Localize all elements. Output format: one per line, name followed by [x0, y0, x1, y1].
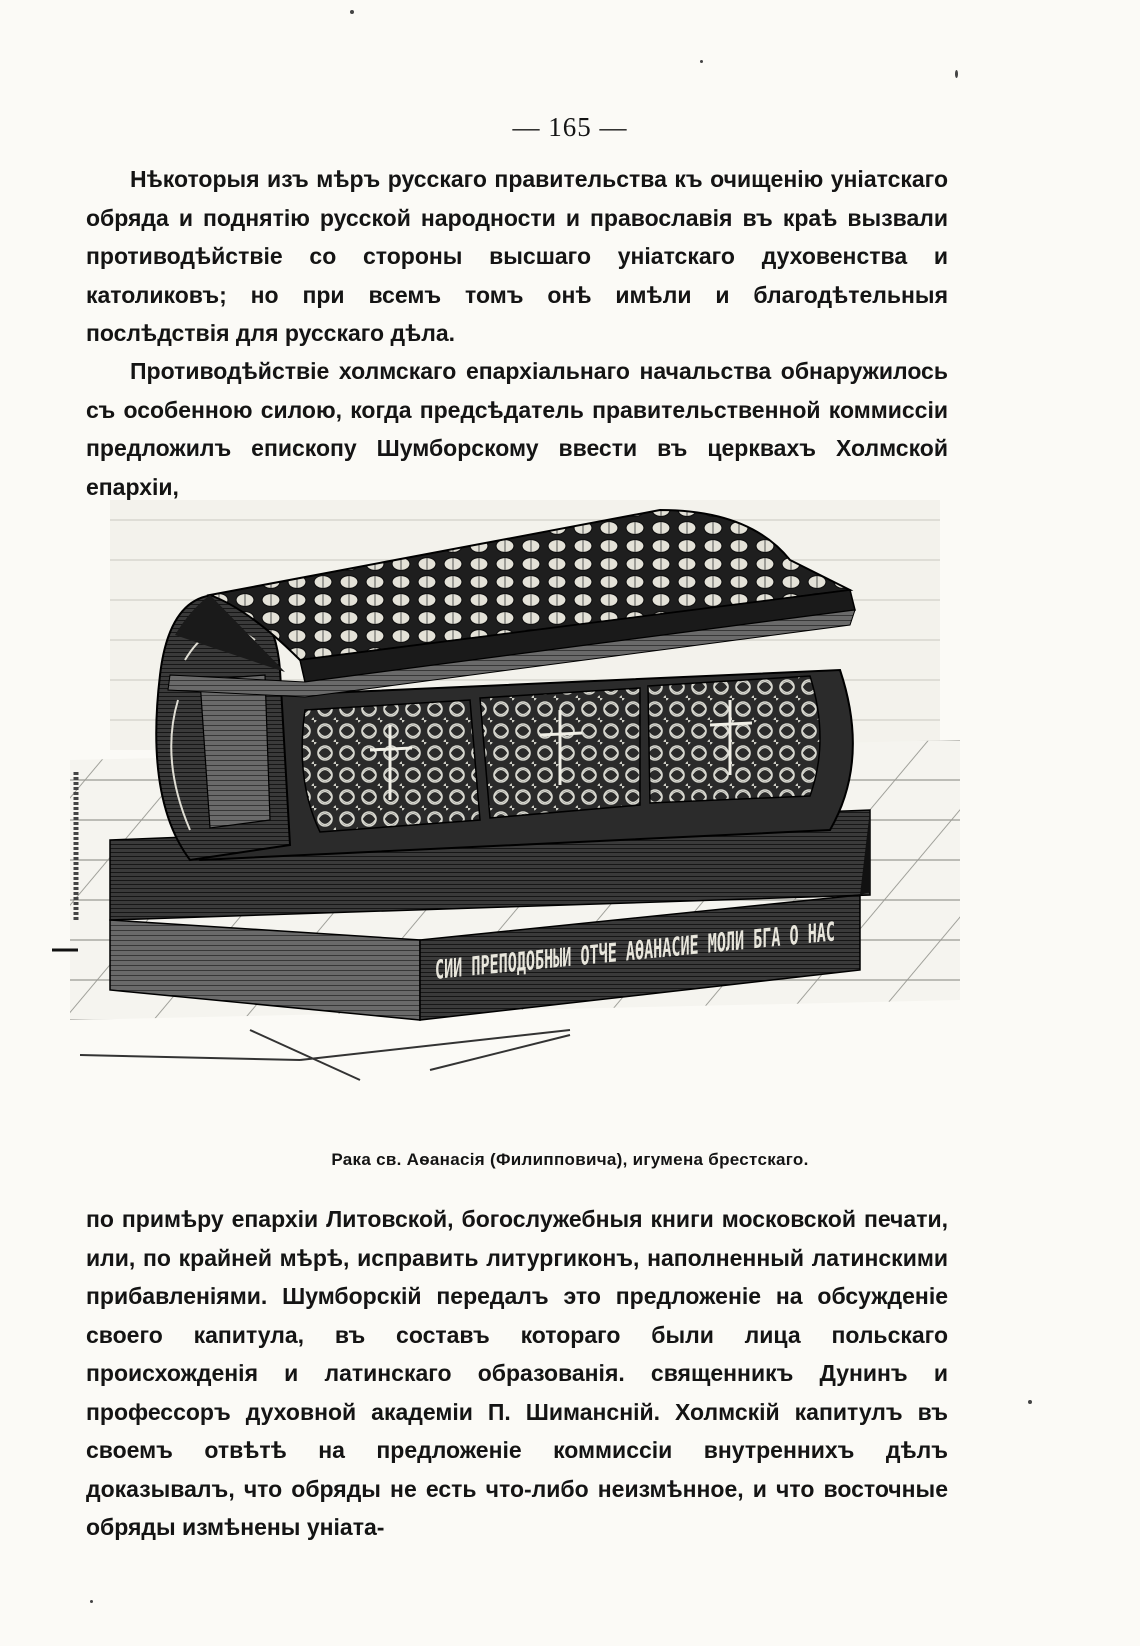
scan-speck [1028, 1400, 1032, 1404]
paragraph-3: по примѣру епархіи Литовской, богослужебныя книги московской печати, или, по крайней мѣрѣ, исправить литургиконъ, наполненный латинскими прибавленіями. Шумборскій передалъ это предложеніе на обсужденіе своего капитула, въ составъ котораго были лица польскаго происхожденія и латинскаго образованія. священникъ Дунинъ и профессоръ духовной академіи П. Шимансній. Холмскій капитулъ въ своемъ отвѣтѣ на предложеніе коммиссіи внутреннихъ дѣлъ доказывалъ, что обряды не есть что-либо неизмѣнное, и что восточные обряды измѣнены уніата- [86, 1206, 948, 1540]
paragraph-2: Противодѣйствіе холмскаго епархіальнаго начальства обнаружилось съ особенною силою, когда предсѣдатель правительственной коммиссіи предложилъ епископу Шумборскому ввести въ церквахъ Холмской епархіи, [86, 358, 948, 500]
scan-speck [955, 70, 958, 78]
plinth-inscription: СИИ ПРЕПОДОБНЫИ ОТЧЕ АѲАНАСИЕ МОЛИ БГА О НАС [435, 889, 1124, 986]
scan-speck [90, 1600, 93, 1603]
reliquary-engraving [50, 500, 1124, 1140]
scan-speck [350, 10, 354, 14]
page-number: — 165 — [512, 112, 628, 142]
scan-speck [700, 60, 703, 63]
figure-caption: Рака св. Аѳанасія (Филипповича), игумена брестскаго. [331, 1150, 809, 1169]
paragraph-1: Нѣкоторыя изъ мѣръ русскаго правительства къ очищенію уніатскаго обряда и поднятію русской народности и православія въ краѣ вызвали противодѣйствіе со стороны высшаго уніатскаго духовенства и католиковъ; но при всемъ томъ онѣ имѣли и благодѣтельныя послѣдствія для русскаго дѣла. [86, 166, 948, 346]
